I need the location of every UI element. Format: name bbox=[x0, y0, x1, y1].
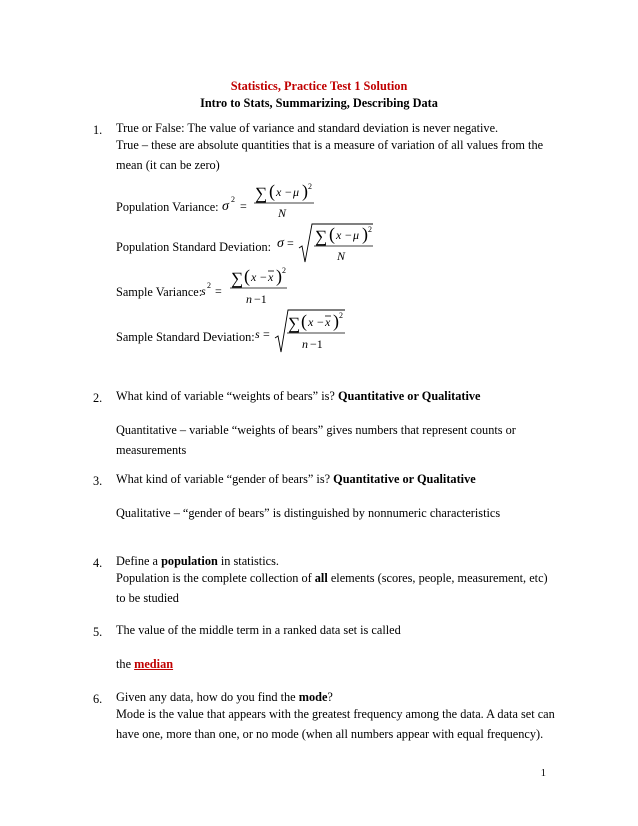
q5-number: 5. bbox=[93, 625, 103, 639]
svg-text:σ: σ bbox=[222, 199, 229, 214]
q2-number: 2. bbox=[93, 391, 103, 405]
svg-text:μ: μ bbox=[353, 228, 360, 242]
q6-question: Given any data, how do you find the mode? bbox=[116, 690, 333, 704]
q2-question: What kind of variable “weights of bears” is? Quantitative or Qualitative bbox=[116, 389, 481, 403]
sample-variance-label: Sample Variance: bbox=[116, 285, 203, 299]
svg-text:−: − bbox=[345, 228, 352, 242]
svg-text:σ: σ bbox=[277, 236, 284, 251]
svg-text:2: 2 bbox=[308, 182, 312, 191]
pop-sd-formula bbox=[277, 220, 377, 266]
svg-text:x: x bbox=[325, 315, 331, 329]
svg-text:−: − bbox=[317, 315, 324, 329]
svg-text:): ) bbox=[302, 181, 308, 201]
pop-sd-label: Population Standard Deviation: bbox=[116, 240, 272, 254]
svg-text:(: ( bbox=[301, 311, 307, 331]
svg-text:∑: ∑ bbox=[315, 227, 328, 246]
svg-text:=: = bbox=[263, 327, 270, 341]
q1-question: True or False: The value of variance and standard deviation is never negative. bbox=[116, 121, 499, 135]
svg-text:): ) bbox=[362, 224, 368, 244]
document-subtitle: Intro to Stats, Summarizing, Describing Data bbox=[200, 96, 438, 110]
svg-text:=: = bbox=[215, 284, 222, 298]
pop-variance-label: Population Variance: bbox=[116, 200, 219, 214]
svg-text:n: n bbox=[302, 337, 308, 351]
svg-text:∑: ∑ bbox=[255, 184, 268, 203]
svg-text:x: x bbox=[268, 270, 274, 284]
svg-text:): ) bbox=[276, 266, 282, 286]
svg-text:2: 2 bbox=[282, 266, 286, 275]
document-title: Statistics, Practice Test 1 Solution bbox=[230, 79, 408, 93]
svg-text:−: − bbox=[260, 270, 267, 284]
svg-text:): ) bbox=[333, 311, 339, 331]
q4-question: Define a population in statistics. bbox=[116, 554, 279, 568]
svg-text:N: N bbox=[278, 206, 287, 220]
svg-text:(: ( bbox=[329, 224, 335, 244]
svg-text:2: 2 bbox=[368, 225, 372, 234]
svg-text:N: N bbox=[337, 249, 346, 263]
svg-text:−1: −1 bbox=[310, 337, 323, 351]
q2-answer: Quantitative – variable “weights of bears” gives numbers that represent counts or measurements bbox=[116, 423, 516, 457]
svg-text:−: − bbox=[285, 185, 292, 199]
sample-sd-formula bbox=[255, 306, 355, 354]
q3-question: What kind of variable “gender of bears” is? Quantitative or Qualitative bbox=[116, 472, 476, 486]
q3-options: Quantitative or Qualitative bbox=[333, 472, 476, 486]
svg-text:x: x bbox=[308, 315, 314, 329]
sample-variance-formula bbox=[201, 263, 301, 309]
svg-text:∑: ∑ bbox=[231, 269, 244, 288]
q5-question: The value of the middle term in a ranked data set is called bbox=[116, 623, 401, 637]
q6-answer: Mode is the value that appears with the greatest frequency among the data. A data set can have one, more than one, or no mode (when all numbers appear with equal frequency). bbox=[116, 707, 555, 741]
svg-text:x: x bbox=[336, 228, 342, 242]
svg-text:2: 2 bbox=[207, 281, 211, 290]
q3-answer: Qualitative – “gender of bears” is distinguished by nonnumeric characteristics bbox=[116, 506, 501, 520]
q4-answer: Population is the complete collection of all elements (scores, people, measurement, etc) to be studied bbox=[116, 571, 548, 605]
svg-text:μ: μ bbox=[293, 185, 300, 199]
q5-answer: the median bbox=[116, 657, 174, 671]
page-number: 1 bbox=[540, 768, 546, 779]
q4-number: 4. bbox=[93, 556, 103, 570]
sample-sd-label: Sample Standard Deviation: bbox=[116, 330, 255, 344]
svg-text:s: s bbox=[255, 327, 260, 341]
svg-text:2: 2 bbox=[231, 195, 235, 204]
q5-answer-highlight: median bbox=[134, 657, 174, 671]
q3-number: 3. bbox=[93, 474, 103, 488]
svg-text:n: n bbox=[246, 292, 252, 306]
svg-text:=: = bbox=[240, 199, 247, 213]
svg-text:s: s bbox=[201, 284, 206, 298]
q1-number: 1. bbox=[93, 123, 103, 137]
svg-text:(: ( bbox=[244, 266, 250, 286]
svg-text:x: x bbox=[251, 270, 257, 284]
svg-text:(: ( bbox=[269, 181, 275, 201]
pop-variance-formula bbox=[222, 180, 322, 220]
svg-text:2: 2 bbox=[339, 311, 343, 320]
svg-text:−1: −1 bbox=[254, 292, 267, 306]
q1-answer: True – these are absolute quantities that is a measure of variation of all values from the mean (it can be zero) bbox=[116, 138, 544, 172]
q6-number: 6. bbox=[93, 692, 103, 706]
q2-options: Quantitative or Qualitative bbox=[337, 389, 481, 403]
svg-text:∑: ∑ bbox=[288, 314, 301, 333]
svg-text:=: = bbox=[287, 236, 294, 250]
svg-text:x: x bbox=[276, 185, 282, 199]
